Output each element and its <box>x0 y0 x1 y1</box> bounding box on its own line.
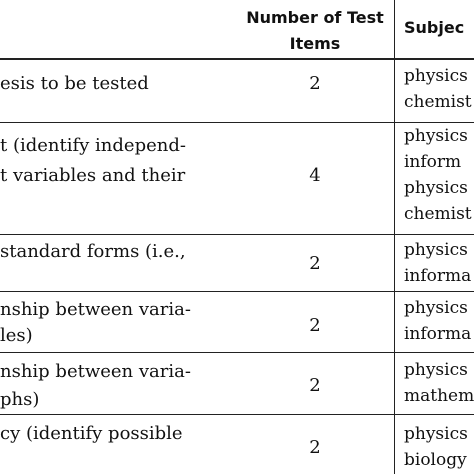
row-rule <box>0 291 474 292</box>
column-divider <box>394 0 395 474</box>
row4-count: 2 <box>309 315 321 336</box>
row-rule <box>0 414 474 415</box>
row2-activity-line1: t (identify independ- <box>0 135 186 156</box>
row4-subject-2: informa <box>404 324 472 344</box>
row2-count: 4 <box>309 165 321 186</box>
row5-subject-1: physics <box>404 360 468 380</box>
row3-activity-line1: standard forms (i.e., <box>0 241 186 262</box>
row1-subject-2: chemist <box>404 92 472 112</box>
row3-subject-2: informa <box>404 266 472 286</box>
row5-count: 2 <box>309 375 321 396</box>
row4-activity-line2: les) <box>0 325 33 346</box>
header-subject: Subjec <box>404 18 465 37</box>
row6-subject-1: physics <box>404 424 468 444</box>
row4-subject-1: physics <box>404 298 468 318</box>
row2-subject-4: chemist <box>404 204 472 224</box>
row-rule <box>0 352 474 353</box>
row4-activity-line1: nship between varia- <box>0 299 191 320</box>
row6-subject-2: biology <box>404 450 467 470</box>
row2-activity-line2: t variables and their <box>0 165 186 186</box>
row2-subject-1: physics <box>404 126 468 146</box>
header-items-line2: Items <box>289 34 341 53</box>
row2-subject-3: physics <box>404 178 468 198</box>
row1-subject-1: physics <box>404 66 468 86</box>
row3-subject-1: physics <box>404 240 468 260</box>
row3-count: 2 <box>309 253 321 274</box>
row-rule <box>0 122 474 123</box>
row1-count: 2 <box>309 73 321 94</box>
header-rule <box>0 58 474 60</box>
row5-subject-2: mathem <box>404 386 474 406</box>
row-rule <box>0 234 474 235</box>
row1-activity-line1: esis to be tested <box>0 73 149 94</box>
row6-activity-line1: cy (identify possible <box>0 423 183 444</box>
row6-count: 2 <box>309 437 321 458</box>
row2-subject-2: inform <box>404 152 462 172</box>
row5-activity-line1: nship between varia- <box>0 361 191 382</box>
header-items-line1: Number of Test <box>246 8 384 27</box>
row5-activity-line2: phs) <box>0 389 40 410</box>
